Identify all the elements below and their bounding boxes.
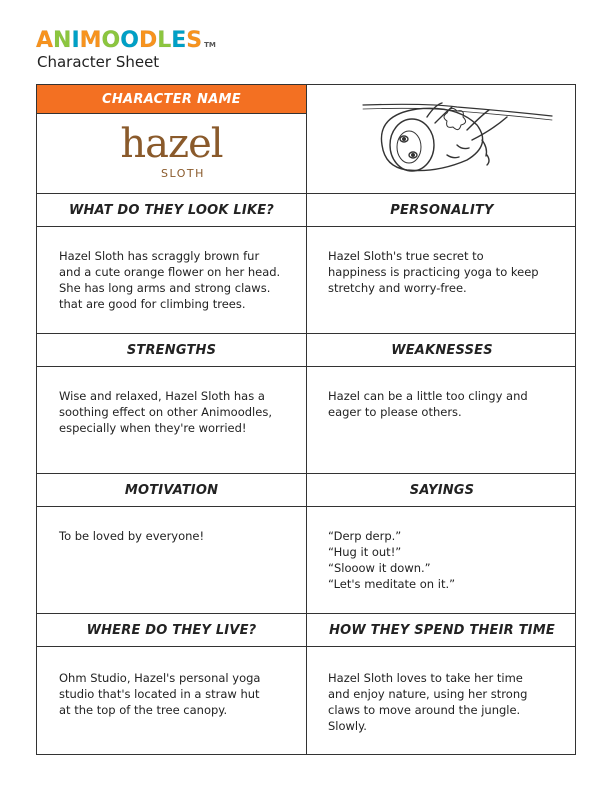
page-title: Character Sheet (37, 53, 160, 71)
logo-letter: N (53, 28, 72, 53)
character-name: hazel (120, 121, 223, 167)
section-text-motivation: To be loved by everyone! (59, 529, 205, 543)
section-title-look: WHAT DO THEY LOOK LIKE? (68, 203, 275, 218)
section-title-sayings: SAYINGS (409, 483, 475, 498)
sloth-drawing-icon (307, 85, 577, 193)
logo-letter: D (138, 28, 158, 53)
character-sheet (36, 84, 576, 755)
section-title-strengths: STRENGTHS (126, 343, 217, 358)
section-title-personality: PERSONALITY (390, 203, 494, 218)
logo-letter: S (186, 28, 203, 53)
logo-letter: I (71, 28, 80, 53)
sloth-illustration (307, 85, 577, 193)
logo-letter: O (120, 28, 139, 53)
section-text-strengths: Wise and relaxed, Hazel Sloth has a soothing effect on other Animoodles, especially when they're worried! (59, 389, 272, 435)
section-title-motivation: MOTIVATION (124, 483, 219, 498)
logo-letter: O (101, 28, 121, 53)
character-name-box (37, 113, 306, 193)
character-species: SLOTH (161, 167, 205, 180)
section-title-live: WHERE DO THEY LIVE? (86, 623, 257, 638)
section-text-personality: Hazel Sloth's true secret to happiness is practicing yoga to keep stretchy and worry-free. (328, 249, 539, 295)
section-title-time: HOW THEY SPEND THEIR TIME (329, 623, 555, 638)
logo-letter: M (79, 28, 102, 53)
section-title-weaknesses: WEAKNESSES (391, 343, 493, 358)
logo-letter: E (171, 28, 187, 53)
character-name-header: CHARACTER NAME (37, 85, 306, 113)
section-text-look: Hazel Sloth has scraggly brown fur and a cute orange flower on her head. She has long arms and strong claws. that are good for climbing trees. (59, 249, 281, 311)
section-text-sayings: “Derp derp.” “Hug it out!” “Slooow it down.” “Let's meditate on it.” (328, 529, 456, 591)
section-text-live: Ohm Studio, Hazel's personal yoga studio that's located in a straw hut at the top of the tree canopy. (59, 671, 261, 717)
logo-letter: A (36, 28, 54, 53)
animoodles-logo (36, 28, 216, 52)
logo-letter: L (157, 28, 172, 53)
section-text-time: Hazel Sloth loves to take her time and enjoy nature, using her strong claws to move around the jungle. Slowly. (328, 671, 528, 733)
trademark-mark: TM (204, 41, 216, 49)
section-text-weaknesses: Hazel can be a little too clingy and eager to please others. (328, 389, 528, 419)
